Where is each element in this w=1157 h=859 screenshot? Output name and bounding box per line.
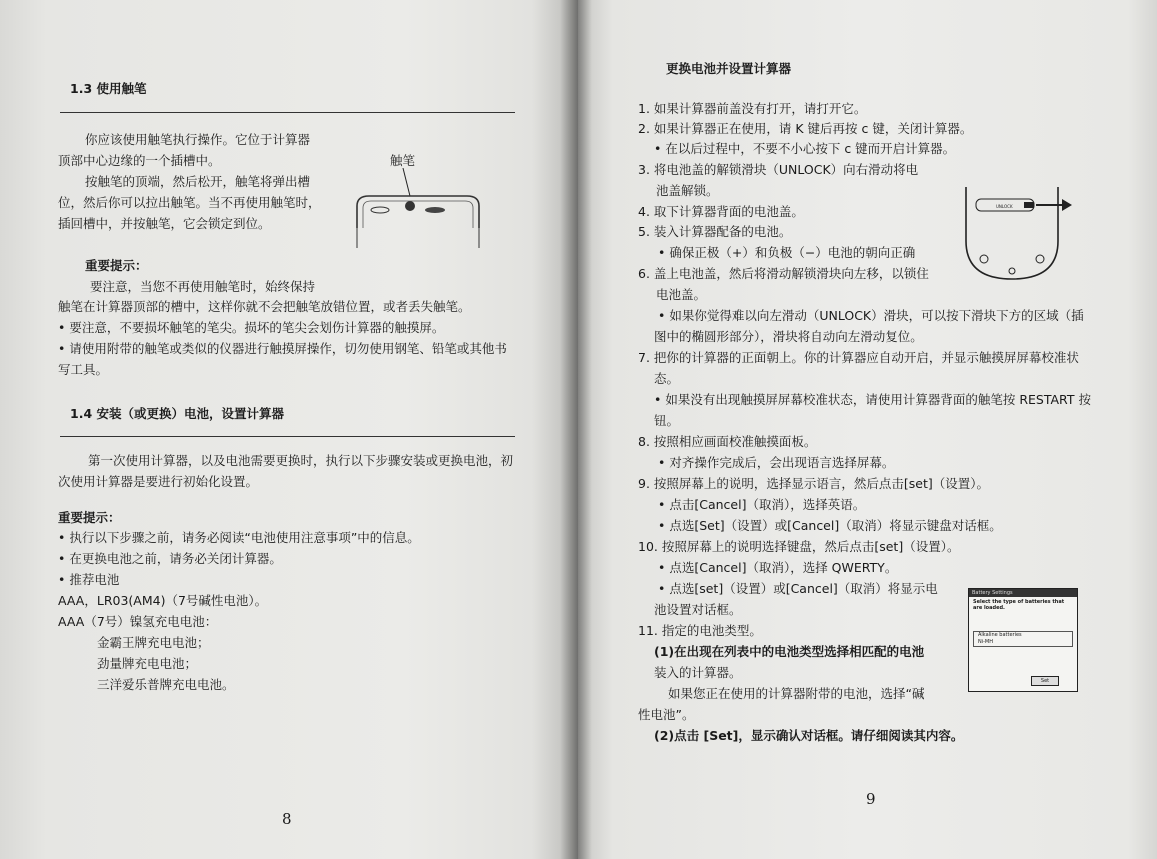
step-3: 3. 将电池盖的解锁滑块（UNLOCK）向右滑动将电 xyxy=(638,162,919,177)
page-number: 9 xyxy=(866,790,876,808)
step-7-bullet: • 如果没有出现触摸屏屏幕校准状态，请使用计算器背面的触笔按 RESTART 按 xyxy=(654,392,1091,407)
step-9-bullet: • 点选[Set]（设置）或[Cancel]（取消）将显示键盘对话框。 xyxy=(658,518,1002,533)
step-7-cont: 态。 xyxy=(654,371,680,386)
step-8: 8. 按照相应画面校准触摸面板。 xyxy=(638,434,817,449)
important-heading: 重要提示： xyxy=(58,510,121,525)
option-alkaline[interactable]: Alkaline batteries xyxy=(978,632,1022,638)
paragraph-line: AAA，LR03(AM4)（7号碱性电池）。 xyxy=(58,593,268,608)
dialog-set-button[interactable]: Set xyxy=(1031,676,1059,686)
step-7: 7. 把你的计算器的正面朝上。你的计算器应自动开启，并显示触摸屏屏幕校准状 xyxy=(638,350,1079,365)
step-5: 5. 装入计算器配备的电池。 xyxy=(638,224,792,239)
dialog-prompt: Select the type of batteries that are loaded. xyxy=(973,599,1065,611)
paragraph-line: AAA（7号）镍氢充电电池： xyxy=(58,614,218,629)
section-heading-1-3: 1.3 使用触笔 xyxy=(70,81,147,96)
step-10: 10. 按照屏幕上的说明选择键盘，然后点击[set]（设置）。 xyxy=(638,539,960,554)
step-8-bullet: • 对齐操作完成后，会出现语言选择屏幕。 xyxy=(658,455,895,470)
section-rule xyxy=(60,112,515,113)
paragraph-line: 第一次使用计算器，以及电池需要更换时，执行以下步骤安装或更换电池，初 xyxy=(88,453,514,468)
step-9: 9. 按照屏幕上的说明，选择显示语言，然后点击[set]（设置）。 xyxy=(638,476,990,491)
paragraph-line: 顶部中心边缘的一个插槽中。 xyxy=(58,153,221,168)
paragraph-line: 插回槽中，并按触笔，它会锁定到位。 xyxy=(58,216,271,231)
page-heading: 更换电池并设置计算器 xyxy=(666,61,792,76)
bullet-line: • 请使用附带的触笔或类似的仪器进行触摸屏操作，切勿使用钢笔、铅笔或其他书 xyxy=(58,341,507,356)
stylus-slot-illustration xyxy=(355,168,485,248)
step-6: 6. 盖上电池盖，然后将滑动解锁滑块向左移，以锁住 xyxy=(638,266,929,281)
step-11-note: 如果您正在使用的计算器附带的电池，选择“碱 xyxy=(668,686,925,701)
bullet-line: • 要注意，不要损坏触笔的笔尖。损坏的笔尖会划伤计算器的触摸屏。 xyxy=(58,320,445,335)
bullet-line: • 执行以下步骤之前，请务必阅读“电池使用注意事项”中的信息。 xyxy=(58,530,420,545)
step-11-sub-2: (2)点击 [Set]，显示确认对话框。请仔细阅读其内容。 xyxy=(654,728,964,743)
battery-settings-dialog xyxy=(968,588,1078,692)
step-7-bullet-cont: 钮。 xyxy=(654,413,680,428)
step-10-bullet: • 点选[Cancel]（取消），选择 QWERTY。 xyxy=(658,560,898,575)
step-1: 1. 如果计算器前盖没有打开，请打开它。 xyxy=(638,101,867,116)
paragraph-line: 触笔在计算器顶部的槽中，这样你就不会把触笔放错位置，或者丢失触笔。 xyxy=(58,299,471,314)
bullet-line: • 在更换电池之前，请务必关闭计算器。 xyxy=(58,551,282,566)
paragraph-line: 位，然后你可以拉出触笔。当不再使用触笔时， xyxy=(58,195,321,210)
right-page xyxy=(578,0,1157,859)
paragraph-line: 劲量牌充电电池； xyxy=(97,656,198,671)
stylus-callout-label: 触笔 xyxy=(390,153,416,168)
step-6-bullet: • 如果你觉得难以向左滑动（UNLOCK）滑块，可以按下滑块下方的区域（插 xyxy=(658,308,1084,323)
paragraph-line: 按触笔的顶端，然后松开，触笔将弹出槽 xyxy=(85,174,311,189)
gutter-shadow xyxy=(578,0,592,859)
step-2: 2. 如果计算器正在使用，请 K 键后再按 c 键，关闭计算器。 xyxy=(638,121,973,136)
gutter-shadow xyxy=(560,0,578,859)
battery-option-list xyxy=(973,631,1073,647)
paragraph-line: 写工具。 xyxy=(58,362,109,377)
step-11-sub-1: (1)在出现在列表中的电池类型选择相匹配的电池 xyxy=(654,644,925,659)
paragraph-line: 金霸王牌充电电池； xyxy=(97,635,210,650)
step-11-sub-1-cont: 装入的计算器。 xyxy=(654,665,742,680)
paragraph-line: 次使用计算器是要进行初始化设置。 xyxy=(58,474,259,489)
step-6-cont: 电池盖。 xyxy=(656,287,707,302)
step-9-bullet: • 点击[Cancel]（取消），选择英语。 xyxy=(658,497,866,512)
unlock-label: UNLOCK xyxy=(996,204,1013,209)
step-10-bullet: • 点选[set]（设置）或[Cancel]（取消）将显示电 xyxy=(658,581,938,596)
section-rule xyxy=(60,436,515,437)
step-5-bullet: • 确保正极（+）和负极（−）电池的朝向正确 xyxy=(658,245,916,260)
option-nimh[interactable]: Ni-MH xyxy=(978,639,994,645)
step-3-cont: 池盖解锁。 xyxy=(656,183,719,198)
step-10-bullet-cont: 池设置对话框。 xyxy=(654,602,742,617)
paragraph-line: 你应该使用触笔执行操作。它位于计算器 xyxy=(85,132,311,147)
step-11: 11. 指定的电池类型。 xyxy=(638,623,762,638)
dialog-title: Battery Settings xyxy=(969,589,1077,597)
important-heading: 重要提示： xyxy=(85,258,148,273)
bullet-line: • 推荐电池 xyxy=(58,572,120,587)
step-11-note-cont: 性电池”。 xyxy=(638,707,695,722)
paragraph-line: 三洋爱乐普牌充电电池。 xyxy=(97,677,235,692)
paragraph-line: 要注意，当您不再使用触笔时，始终保持 xyxy=(90,279,316,294)
page-number: 8 xyxy=(282,810,292,828)
step-6-bullet-cont: 图中的椭圆形部分），滑块将自动向左滑动复位。 xyxy=(654,329,923,344)
step-4: 4. 取下计算器背面的电池盖。 xyxy=(638,204,804,219)
left-page xyxy=(0,0,578,859)
step-2-bullet: • 在以后过程中，不要不小心按下 c 键而开启计算器。 xyxy=(654,141,956,156)
section-heading-1-4: 1.4 安装（或更换）电池，设置计算器 xyxy=(70,406,284,421)
battery-cover-illustration xyxy=(962,185,1082,283)
